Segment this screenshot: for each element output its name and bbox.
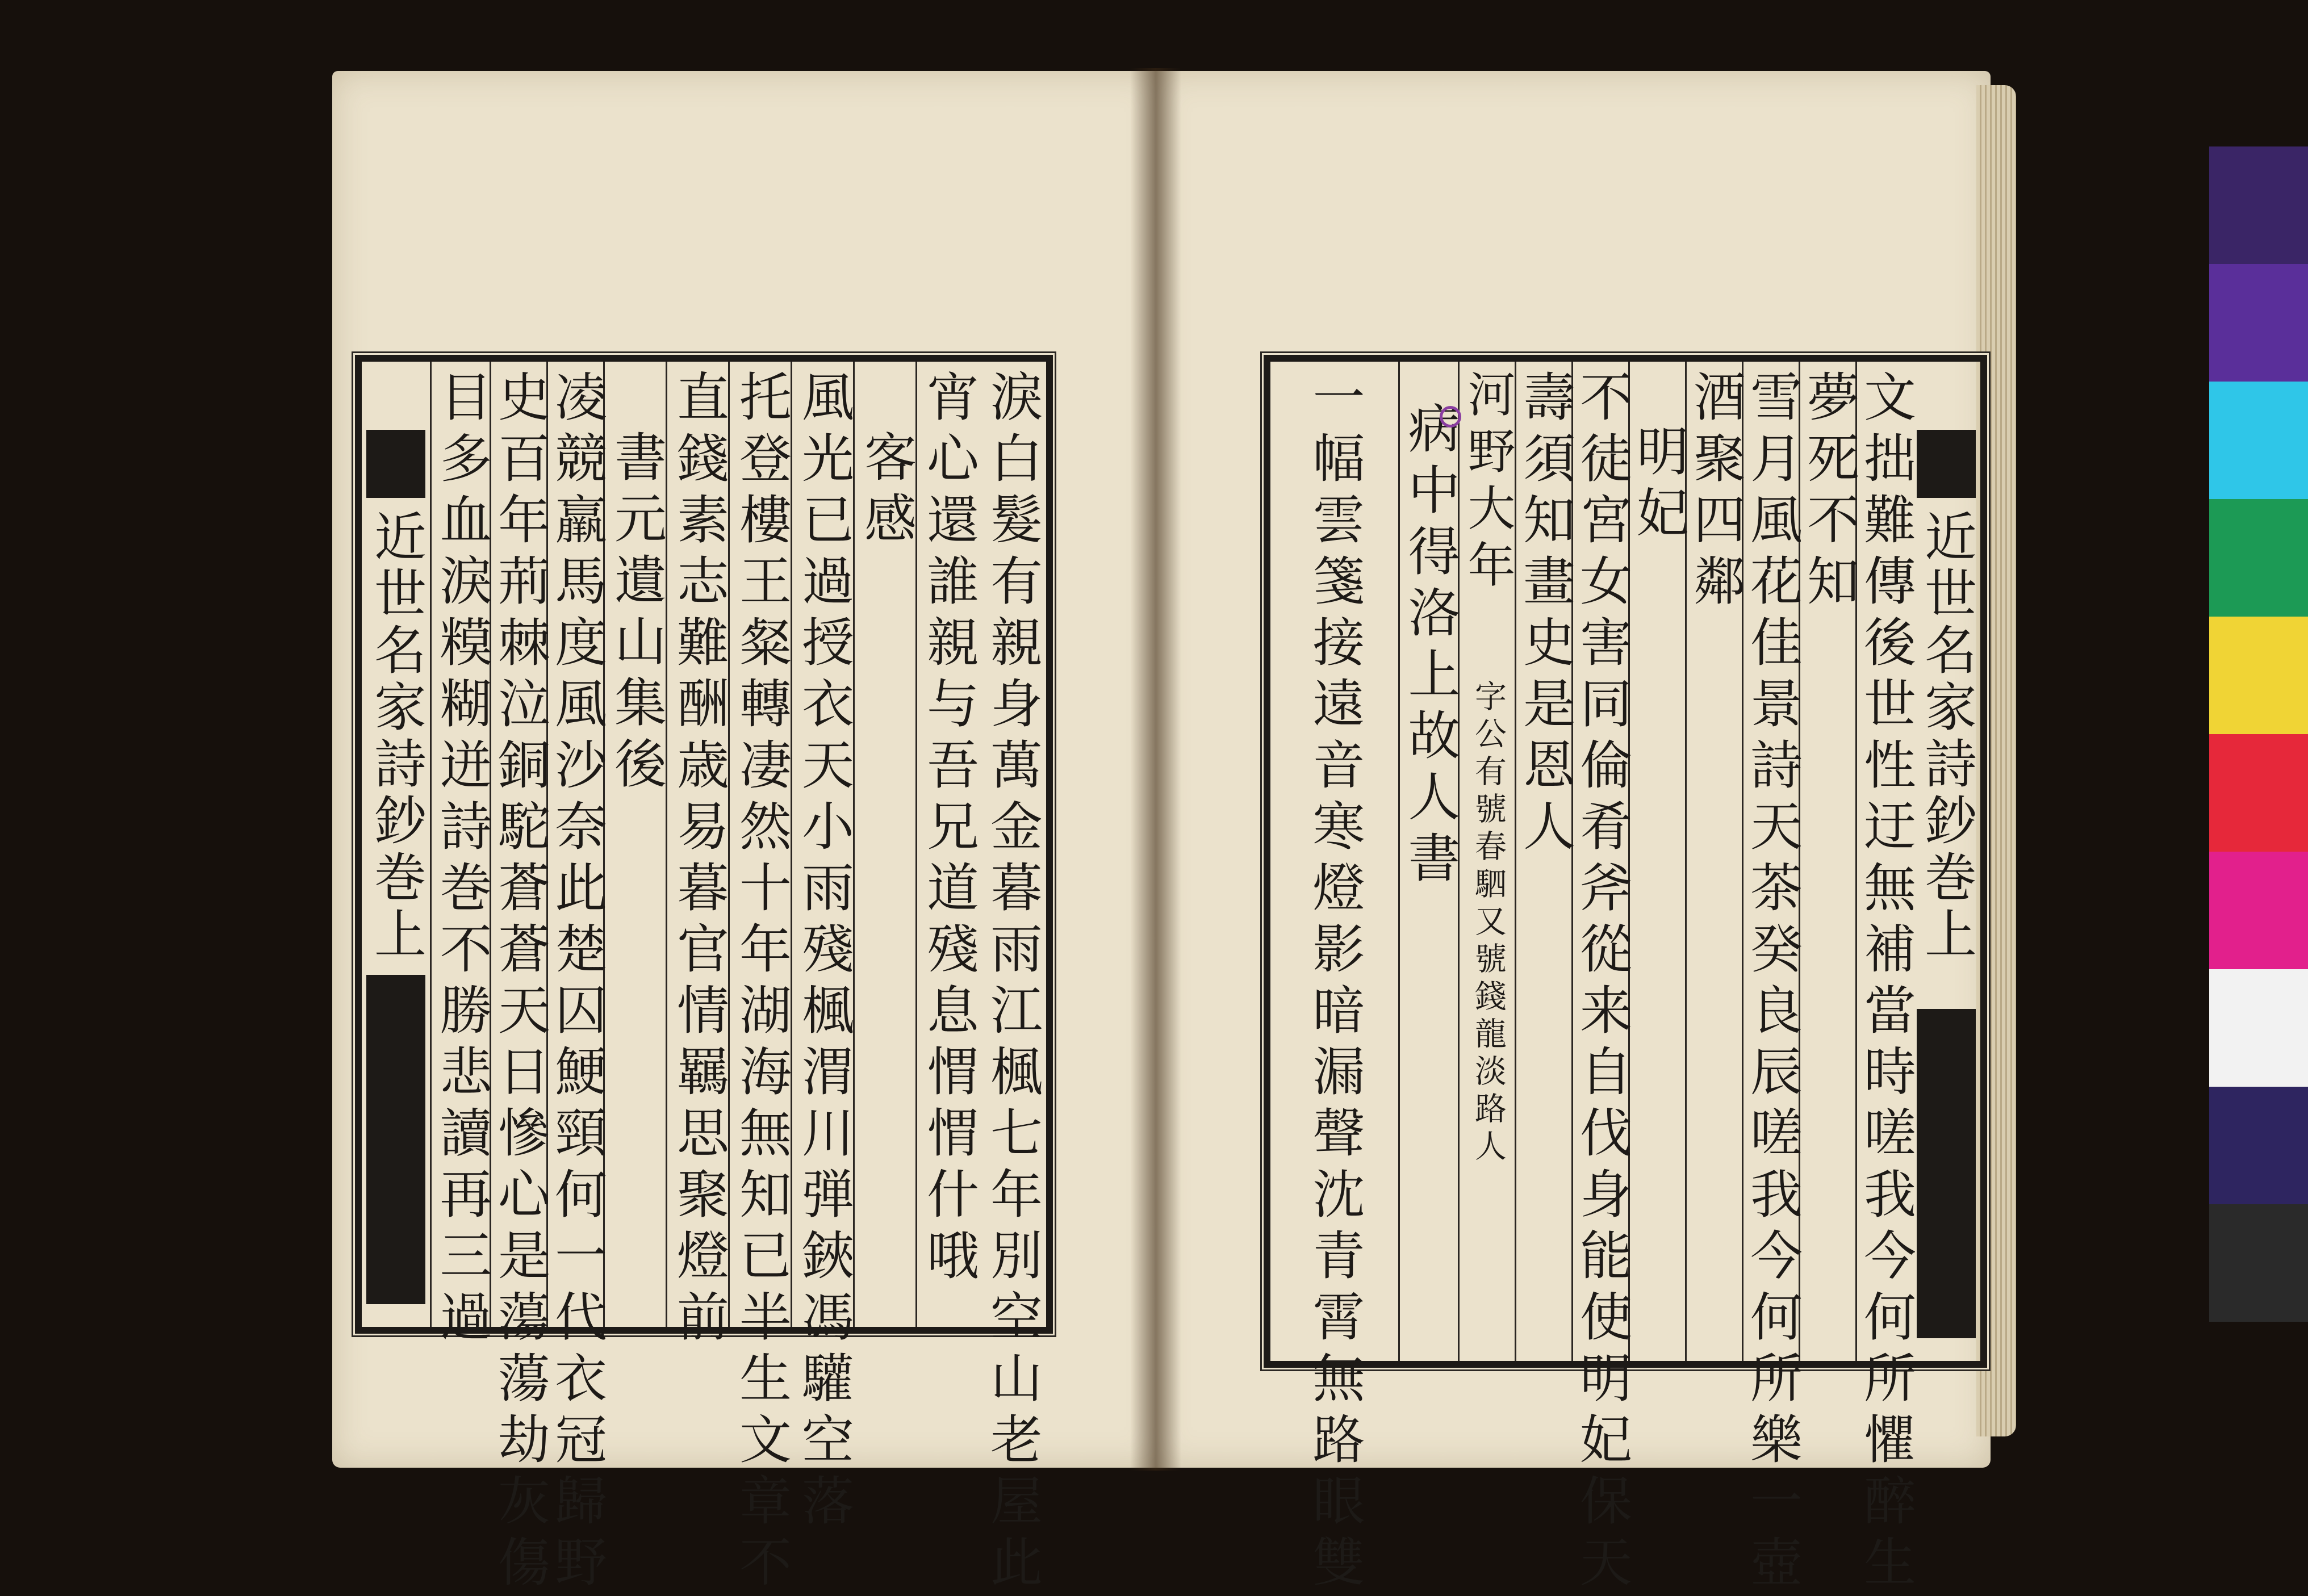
left-column-2-text: 宵心還誰親与吾兄道殘息㥜㥜什哦 (918, 370, 979, 1289)
left-column-6-text: 直錢素志難酬歳易暮官情羈思聚燈前 (668, 370, 729, 1351)
left-strip-title: 近世名家詩鈔巻上 (366, 509, 427, 964)
left-column-8 (546, 362, 607, 1596)
right-column-3-text: 雪月風花佳景詩天茶癸良辰嗟我今何所樂一壺 (1742, 370, 1803, 1596)
right-strip-title: 近世名家詩鈔巻上 (1916, 509, 1977, 964)
right-column-10-text: 一幅雲箋接遠音寒燈影暗漏聲沈青霄無路眼雙 (1304, 370, 1365, 1596)
color-swatch (2209, 146, 2308, 264)
left-center-strip (362, 362, 430, 1327)
color-checker-card (2209, 146, 2308, 1322)
right-column-1 (1855, 362, 1916, 1596)
right-center-strip (1912, 362, 1980, 1361)
left-column-3-heading: 客感 (856, 430, 917, 552)
right-column-9 (1398, 362, 1460, 1361)
left-column-4 (791, 362, 855, 1535)
color-swatch (2209, 264, 2308, 382)
left-column-2 (915, 362, 980, 1327)
right-column-8-note: 字公有號春駟又號錢龍淡路人 (1470, 680, 1507, 1167)
right-column-2 (1799, 362, 1857, 1361)
left-column-10 (430, 362, 492, 1351)
left-column-8-text: 凌競羸馬度風沙奈此楚囚鯁頸何一代衣冠歸野 (546, 370, 607, 1596)
right-column-7 (1515, 362, 1573, 1361)
left-column-9-text: 史百年荊棘泣銅駝蒼蒼天日慘心是蕩蕩劫灰傷 (490, 370, 550, 1596)
strip-fishtail-top (366, 430, 425, 498)
left-column-7-heading: 書元遺山集後 (606, 430, 667, 798)
color-swatch (2209, 1087, 2308, 1204)
book-gutter (1130, 68, 1181, 1471)
left-text-frame (355, 355, 1053, 1596)
color-swatch (2209, 1204, 2308, 1322)
right-column-8 (1458, 362, 1516, 1361)
left-column-10-text: 目多血淚糢糊迸詩巻不勝悲讀再三過 (431, 370, 492, 1351)
right-column-3 (1742, 362, 1803, 1596)
ink-circle-mark (1440, 406, 1461, 428)
right-column-6 (1571, 362, 1632, 1596)
right-column-8-author: 河野大年 (1460, 370, 1516, 597)
right-column-5 (1628, 362, 1687, 1361)
right-column-1-text: 文拙難傳後世性迂無補當時嗟我今何所懼醉生 (1855, 370, 1916, 1596)
left-column-7 (603, 362, 667, 1327)
color-swatch (2209, 734, 2308, 852)
strip-fishtail-bottom (366, 975, 425, 1304)
right-column-9-heading: 病中得洛上故人書 (1399, 401, 1461, 892)
right-column-7-text: 壽須知畫史是恩人 (1515, 370, 1575, 860)
left-column-9 (490, 362, 550, 1596)
right-column-4 (1685, 362, 1746, 1361)
left-column-1 (978, 362, 1046, 1596)
color-swatch (2209, 382, 2308, 499)
right-column-2-text: 夢死不知 (1799, 370, 1859, 615)
color-swatch (2209, 617, 2308, 734)
left-column-1-text: 淚白髮有親身萬金暮雨江楓七年別空山老屋此 (982, 370, 1043, 1596)
color-swatch (2209, 499, 2308, 617)
left-column-5-text: 托登樓王粲轉凄然十年湖海無知已半生文章不 (731, 370, 792, 1596)
left-column-4-text: 風光已過授衣天小雨殘楓渭川弾鋏馮驩空落 (793, 370, 854, 1535)
right-column-10 (1270, 362, 1398, 1596)
right-column-5-heading: 明妃 (1628, 424, 1689, 547)
color-swatch (2209, 969, 2308, 1087)
right-column-4-text: 酒聚四鄰 (1685, 370, 1746, 615)
left-column-3 (853, 362, 917, 1327)
right-text-frame (1264, 355, 1987, 1596)
left-column-5 (728, 362, 792, 1596)
strip-fishtail-top (1917, 430, 1976, 498)
left-column-6 (666, 362, 730, 1351)
color-swatch (2209, 852, 2308, 969)
right-column-6-text: 不徒宮女害同倫肴斧從来自伐身能使明妃保天 (1571, 370, 1632, 1596)
strip-fishtail-bottom (1917, 1009, 1976, 1338)
